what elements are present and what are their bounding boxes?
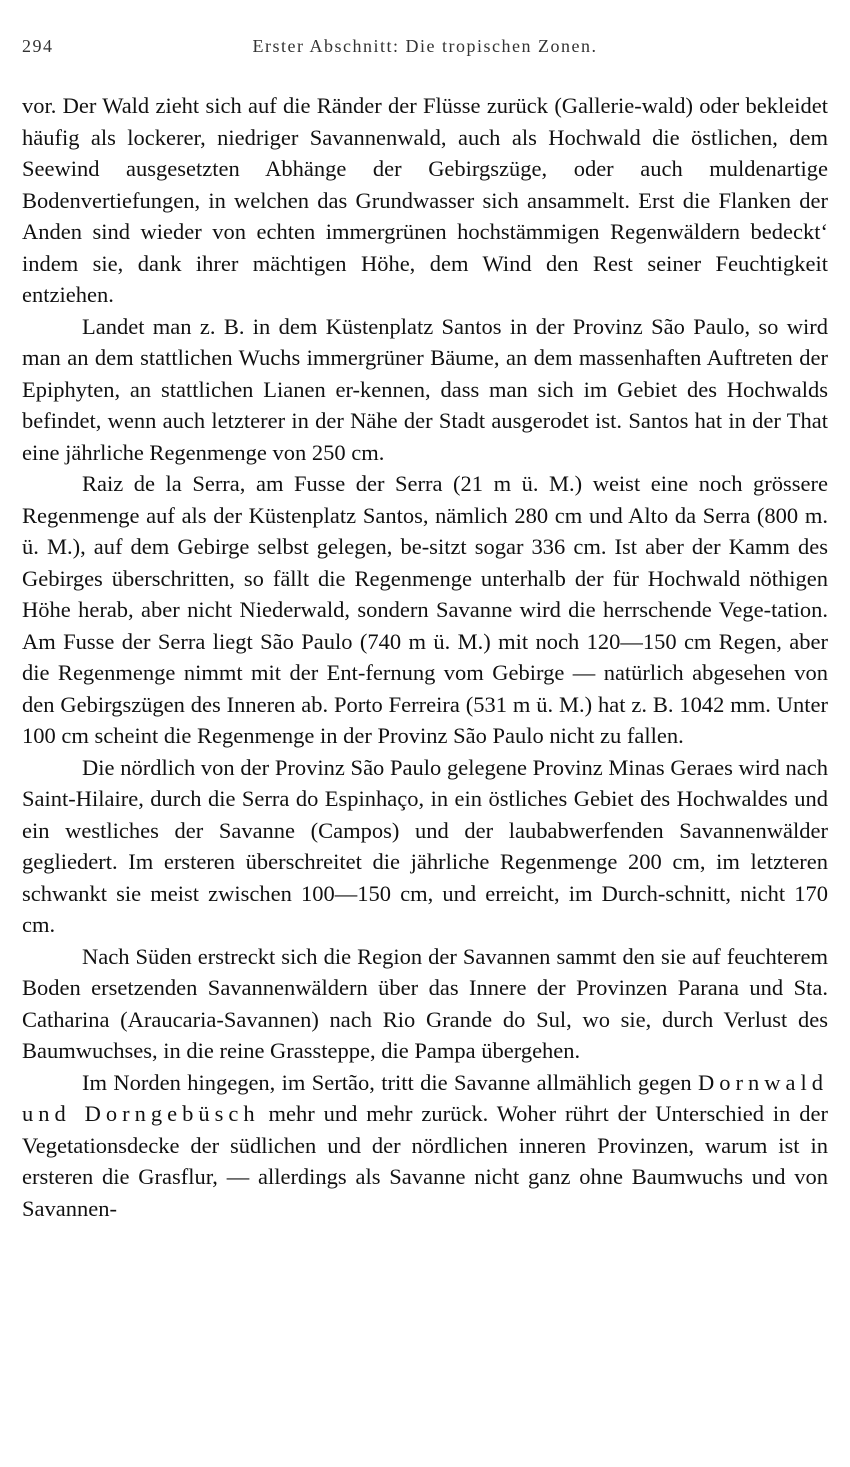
running-head-title: Erster Abschnitt: Die tropischen Zonen. — [252, 36, 598, 56]
spaced-emphasis: Dornwald und Dorngebüsch — [22, 1069, 829, 1126]
body-text — [22, 90, 828, 1224]
paragraph-norden-rest: mehr und mehr zurück. Woher rührt der Unterschied in der Vegetationsdecke der südlichen und der nördlichen inneren Provinzen, warum ist in ersteren die Grasflur, — allerdings als Savanne nicht ganz ohne Baumwuchs und von Savannen- — [22, 1101, 828, 1221]
paragraph-norden — [22, 1067, 828, 1225]
paragraph-santos: Landet man z. B. in dem Küstenplatz Santos in der Provinz São Paulo, so wird man an dem stattlichen Wuchs immergrüner Bäume, an dem massenhaften Auftreten der Epiphyten, an stattlichen Lianen er-kennen, dass man sich im Gebiet des Hochwalds befindet, wenn auch letzterer in der Nähe der Stadt ausgerodet ist. Santos hat in der That eine jährliche Regenmenge von 250 cm. — [22, 313, 828, 465]
paragraph-raiz-de-la-serra: Raiz de la Serra, am Fusse der Serra (21 m ü. M.) weist eine noch grössere Regenmenge auf als der Küstenplatz Santos, nämlich 280 cm und Alto da Serra (800 m. ü. M.), auf dem Gebirge selbst gelegen, be-sitzt sogar 336 cm. Ist aber der Kamm des Gebirges überschritten, so fällt die Regenmenge unterhalb der für Hochwald nöthigen Höhe herab, aber nicht Niederwald, sondern Savanne wird die herrschende Vege-tation. Am Fusse der Serra liegt São Paulo (740 m ü. M.) mit noch 120—150 cm Regen, aber die Regenmenge nimmt mit der Ent-fernung vom Gebirge — natürlich abgesehen von den Gebirgszügen des Inneren ab. Porto Ferreira (531 m ü. M.) hat z. B. 1042 mm. Unter 100 cm scheint die Regenmenge in der Provinz São Paulo nicht zu fallen. — [22, 471, 828, 748]
running-head — [22, 36, 828, 60]
page-number: 294 — [22, 36, 54, 56]
paragraph-minas-geraes: Die nördlich von der Provinz São Paulo gelegene Provinz Minas Geraes wird nach Saint-Hilaire, durch die Serra do Espinhaço, in ein östliches Gebiet des Hochwaldes und ein westliches der Savanne (Campos) und der laubabwerfenden Savannenwälder gegliedert. Im ersteren überschreitet die jährliche Regenmenge 200 cm, im letzteren schwankt sie meist zwischen 100—150 cm, und erreicht, im Durch-schnitt, nicht 170 cm. — [22, 754, 828, 937]
paragraph-norden-lead: Im Norden hingegen, im Sertão, tritt die Savanne allmählich gegen — [82, 1069, 692, 1095]
book-page — [22, 0, 828, 1467]
paragraph-continuation: vor. Der Wald zieht sich auf die Ränder der Flüsse zurück (Gallerie-wald) oder bekleidet häufig als lockerer, niedriger Savannenwald, auch als Hochwald die östlichen, dem Seewind ausgesetzten Abhänge der Gebirgszüge, oder auch muldenartige Bodenvertiefungen, in welchen das Grundwasser sich ansammelt. Erst die Flanken der Anden sind wieder von echten immergrünen hochstämmigen Regenwäldern bedeckt‘ indem sie, dank ihrer mächtigen Höhe, dem Wind den Rest seiner Feuchtigkeit entziehen. — [22, 93, 828, 307]
paragraph-sueden: Nach Süden erstreckt sich die Region der Savannen sammt den sie auf feuchterem Boden ersetzenden Savannenwäldern über das Innere der Provinzen Parana und Sta. Catharina (Araucaria-Savannen) nach Rio Grande do Sul, wo sie, durch Verlust des Baumwuchses, in die reine Grassteppe, die Pampa übergehen. — [22, 943, 828, 1063]
